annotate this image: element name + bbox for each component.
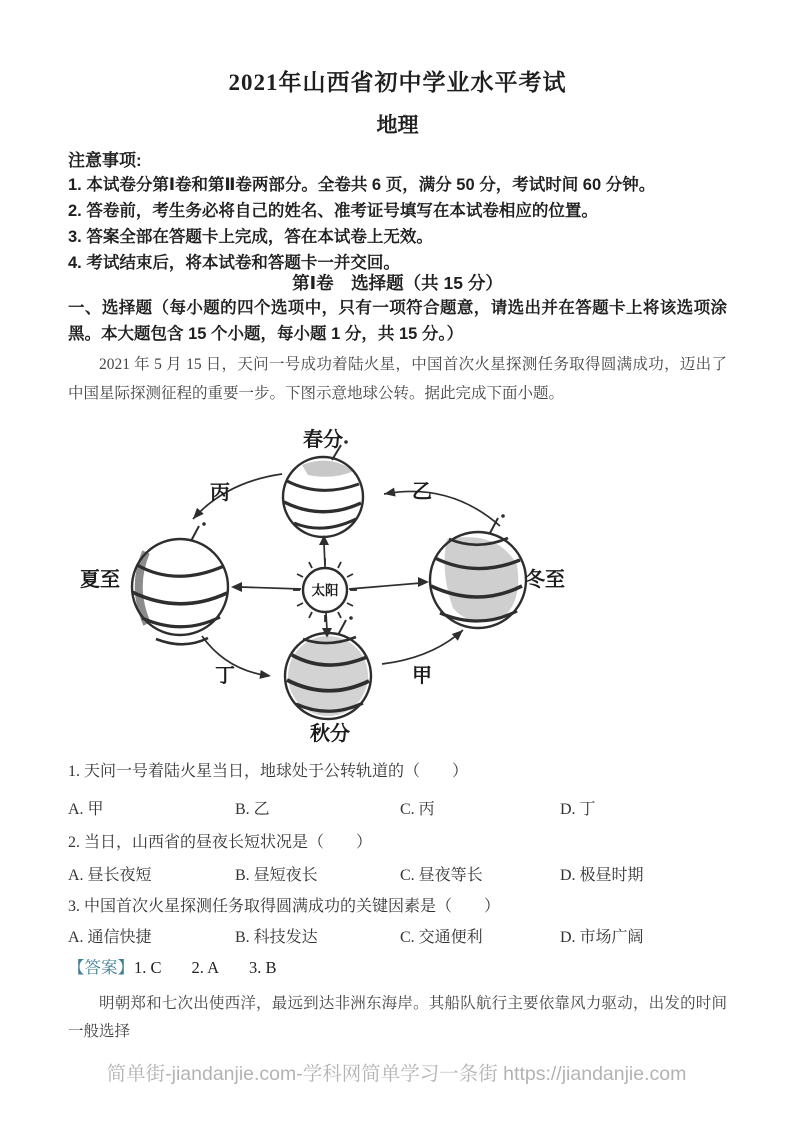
question-3-option-b: B. 科技发达	[235, 929, 318, 946]
sun-icon	[293, 558, 357, 622]
label-ding: 丁	[215, 665, 235, 687]
volume-heading: 第Ⅰ卷 选择题（共 15 分）	[292, 273, 503, 293]
question-3-option-a: A. 通信快捷	[68, 929, 152, 946]
note-item-1: 1. 本试卷分第Ⅰ卷和第Ⅱ卷两部分。全卷共 6 页，满分 50 分，考试时间 60 分钟。	[68, 176, 656, 194]
watermark-footer: 简单街-jiandanjie.com-学科网简单学习一条街 https://jiandanjie.com	[106, 1063, 687, 1085]
question-2-option-c: C. 昼夜等长	[400, 867, 483, 884]
question-2	[68, 833, 727, 886]
question-3-stem: 3. 中国首次火星探测任务取得圆满成功的关键因素是（ ）	[68, 898, 501, 915]
answer-q2: 2. A	[191, 958, 220, 977]
question-1-stem: 1. 天问一号着陆火星当日，地球处于公转轨道的（ ）	[68, 763, 469, 780]
label-jia: 甲	[412, 665, 432, 687]
label-autumn-equinox: 秋分	[310, 723, 350, 745]
earth-revolution-diagram	[70, 424, 727, 748]
question-3-option-c: C. 交通便利	[400, 929, 483, 946]
question-3-options	[68, 928, 727, 948]
question-1-options	[68, 800, 727, 820]
orbit-arc-ding	[202, 636, 269, 676]
note-item-4: 4. 考试结束后，将本试卷和答题卡一并交回。	[68, 254, 400, 272]
globe-summer-solstice-icon	[132, 522, 228, 644]
answer-label: 【答案】	[68, 958, 134, 977]
question-1-option-d: D. 丁	[560, 801, 596, 818]
question-2-option-d: D. 极昼时期	[560, 867, 644, 884]
question-2-options	[68, 866, 727, 886]
question-1-option-a: A. 甲	[68, 801, 104, 818]
label-spring-equinox: 春分	[303, 429, 343, 451]
note-item-3: 3. 答案全部在答题卡上完成，答在本试卷上无效。	[68, 228, 433, 246]
answer-q1: 1. C	[134, 958, 162, 977]
question-2-stem: 2. 当日，山西省的昼夜长短状况是（ ）	[68, 834, 373, 851]
question-3	[68, 897, 727, 948]
orbit-arrow-ding-icon	[259, 670, 271, 680]
question-2-option-b: B. 昼短夜长	[235, 867, 318, 884]
orbit-arc-jia	[382, 630, 463, 664]
label-summer-solstice: 夏至	[80, 569, 120, 591]
exam-title: 2021年山西省初中学业水平考试	[228, 70, 567, 95]
orbit-arrow-jia-icon	[452, 627, 466, 641]
question-1-option-c: C. 丙	[400, 801, 435, 818]
question-2-option-a: A. 昼长夜短	[68, 867, 152, 884]
question-1-option-b: B. 乙	[235, 801, 270, 818]
arrow-right-icon	[418, 577, 429, 587]
question-1	[68, 762, 727, 820]
next-passage: 明朝郑和七次出使西洋，最远到达非洲东海岸。其船队航行主要依靠风力驱动，出发的时间一般选择	[68, 995, 727, 1040]
earth-revolution-svg	[70, 424, 610, 748]
label-yi: 乙	[412, 481, 432, 503]
label-winter-solstice: 冬至	[525, 569, 565, 591]
question-3-option-d: D. 市场广阔	[560, 929, 644, 946]
notes-heading: 注意事项:	[68, 151, 142, 170]
globe-winter-solstice-icon	[430, 514, 526, 628]
note-item-2: 2. 答卷前，考生务必将自己的姓名、准考证号填写在本试卷相应的位置。	[68, 202, 598, 220]
intro-passage: 2021 年 5 月 15 日，天问一号成功着陆火星，中国首次火星探测任务取得圆满成功，迈出了中国星际探测征程的重要一步。下图示意地球公转。据此完成下面小题。	[68, 356, 727, 402]
arrow-left-icon	[231, 582, 242, 592]
globe-spring-equinox-icon	[283, 440, 363, 537]
orbit-arc-yi	[384, 491, 500, 526]
answer-q3: 3. B	[249, 958, 277, 977]
section-heading: 一、选择题（每小题的四个选项中，只有一项符合题意，请选出并在答题卡上将该选项涂黑。本大题包含 15 个小题，每小题 1 分，共 15 分。）	[68, 299, 727, 343]
answer-row	[68, 957, 727, 979]
exam-subject: 地理	[376, 113, 419, 137]
sun-label: 太阳	[311, 583, 339, 598]
orbit-arc-bing	[193, 474, 282, 519]
label-bing: 丙	[210, 482, 230, 504]
